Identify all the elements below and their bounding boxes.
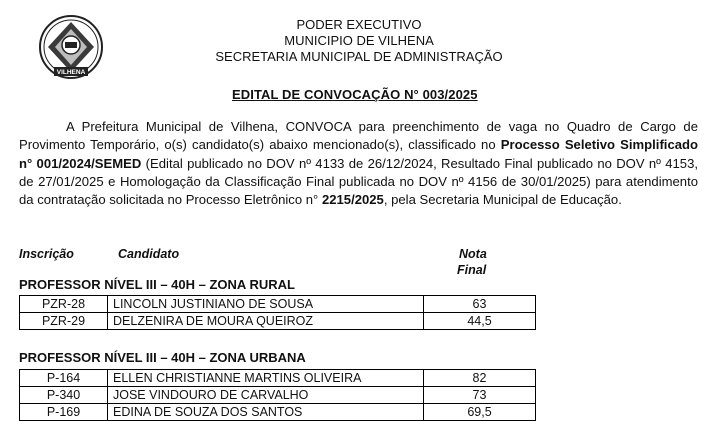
column-header-candidato: Candidato xyxy=(118,247,180,261)
inscricao-cell: P-169 xyxy=(20,404,108,421)
nota-cell: 73 xyxy=(424,387,536,404)
inscricao-cell: PZR-29 xyxy=(20,313,108,330)
column-header-final: Final xyxy=(457,263,487,277)
candidato-cell: JOSE VINDOURO DE CARVALHO xyxy=(108,387,424,404)
table-row xyxy=(20,370,536,387)
inscricao-cell: P-340 xyxy=(20,387,108,404)
table-row xyxy=(20,387,536,404)
table-row xyxy=(20,404,536,421)
nota-cell: 44,5 xyxy=(424,313,536,330)
candidato-cell: ELLEN CHRISTIANNE MARTINS OLIVEIRA xyxy=(108,370,424,387)
municipal-seal-logo xyxy=(38,14,104,80)
section-title-zona-rural: PROFESSOR NÍVEL III – 40H – ZONA RURAL xyxy=(19,277,295,292)
paragraph-text-1: A Prefeitura Municipal de Vilhena, CONVOCA para preenchimento de vaga no Quadro de Cargo de Provimento Temporário, o(s) candidato(s) abaixo mencionado(s), classificado no xyxy=(19,119,698,153)
table-zona-rural xyxy=(19,295,536,330)
table-row xyxy=(20,296,536,313)
header-line-executivo: PODER EXECUTIVO xyxy=(296,17,422,32)
paragraph-text-3: , pela Secretaria Municipal de Educação. xyxy=(383,192,622,208)
document-title: EDITAL DE CONVOCAÇÃO N° 003/2025 xyxy=(232,87,478,102)
column-header-inscricao: Inscrição xyxy=(19,247,74,261)
paragraph-bold-number: 2215/2025 xyxy=(321,192,384,208)
candidato-cell: LINCOLN JUSTINIANO DE SOUSA xyxy=(108,296,424,313)
inscricao-cell: PZR-28 xyxy=(20,296,108,313)
nota-cell: 69,5 xyxy=(424,404,536,421)
candidato-cell: DELZENIRA DE MOURA QUEIROZ xyxy=(108,313,424,330)
candidato-cell: EDINA DE SOUZA DOS SANTOS xyxy=(108,404,424,421)
seal-text: VILHENA xyxy=(56,69,86,76)
paragraph-text-2: (Edital publicado no DOV nº 4133 de 26/12/2024, Resultado Final publicado no DOV nº 4153, de 27/01/2025 e Homologação da Classificação Final publicada no DOV nº 4156 de 30/01/2025) para atendimento da contratação solicitada no Processo Eletrônico n° xyxy=(19,155,699,208)
section-title-zona-urbana: PROFESSOR NÍVEL III – 40H – ZONA URBANA xyxy=(19,350,306,365)
header-line-municipio: MUNICIPIO DE VILHENA xyxy=(284,33,434,48)
paragraph-bold-process: Processo Seletivo Simplificado n° 001/2024/SEMED xyxy=(19,137,698,171)
nota-cell: 63 xyxy=(424,296,536,313)
table-zona-urbana xyxy=(19,369,536,421)
table-row xyxy=(20,313,536,330)
header-line-secretaria: SECRETARIA MUNICIPAL DE ADMINISTRAÇÃO xyxy=(215,49,503,64)
convocation-paragraph xyxy=(19,118,698,209)
inscricao-cell: P-164 xyxy=(20,370,108,387)
column-header-nota: Nota xyxy=(459,247,487,261)
nota-cell: 82 xyxy=(424,370,536,387)
